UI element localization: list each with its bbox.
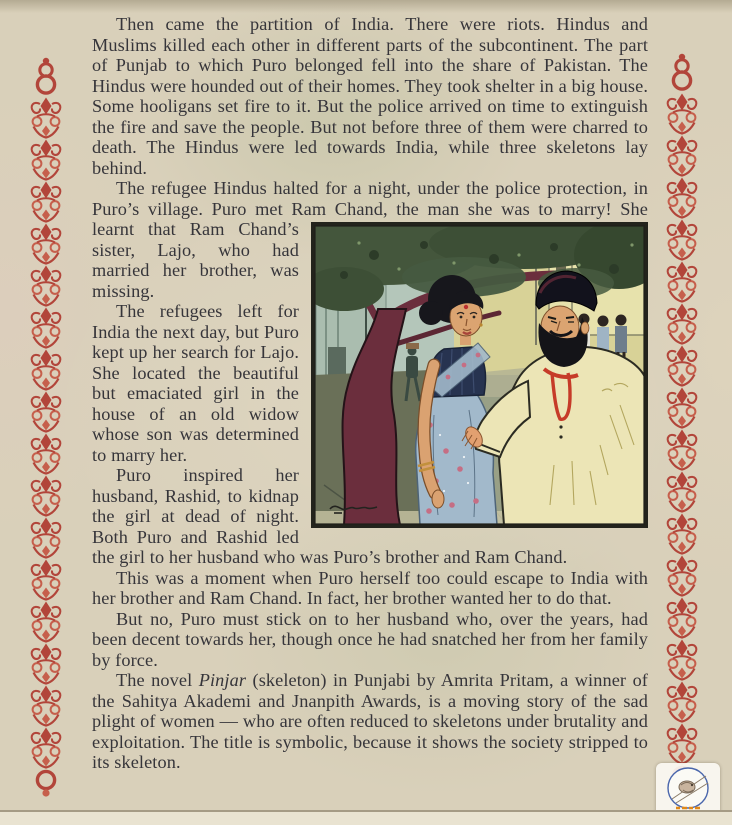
paragraph-partition xyxy=(92,14,648,178)
floral-ornament-icon xyxy=(28,56,64,798)
illustration-art xyxy=(314,225,645,525)
paragraph-novel xyxy=(92,670,648,773)
paragraph-text: But no, Puro must stick on to her husband who, over the years, had been decent towards her, though once he had snatched her from her family by force. xyxy=(92,608,648,670)
paragraph-text: (skeleton) in Punjabi by Amrita Pritam, a winner of the Sahitya Akademi and Jnanpith Awards, is a moving story of the sad plight of women — who are often reduced to skeletons under brutality and exploitation. The title is symbolic, because it shows the society stripped to its skeleton. xyxy=(92,670,648,772)
paragraph-text: This was a moment when Puro herself too could escape to India with her brother and Ram Chand. In fact, her brother wanted her to do that. xyxy=(92,567,648,608)
ornamental-border-right xyxy=(664,52,700,794)
article-text xyxy=(92,14,648,773)
paragraph-text: The refugee Hindus halted for a night, under the police protection, in Puro’s village. Puro met Ram Chand, the man she was to marry! She xyxy=(92,178,648,219)
paragraph-text: The novel xyxy=(116,670,199,690)
story-illustration xyxy=(311,222,648,528)
ornamental-border-left xyxy=(28,56,64,798)
paragraph-text: learnt that Ram Chand’s sister, Lajo, who had married her brother, was missing. xyxy=(92,219,299,301)
paragraph-text: The refugees left for India the next day, but Puro kept up her search for Lajo. She located the beautiful but emaciated girl in the house of an old widow whose son was determined to marry her. xyxy=(92,301,299,465)
paragraph-refugees xyxy=(92,178,648,301)
novel-title: Pinjar xyxy=(198,670,247,690)
paragraph-escape xyxy=(92,568,648,609)
paragraph-text: Then came the partition of India. There were riots. Hindus and Muslims killed each other in different parts of the subcontinent. The part of Punjab to which Puro belonged fell into the share of Pakistan. The Hindus were hounded out of their homes. They took shelter in a big house. Some hooligans set fire to it. But the police arrived on time to extinguish the fire and save the people. But not before three of them were charred to death. The Hindus were led towards India, while three skeletons lay behind. xyxy=(92,14,648,178)
floral-ornament-icon xyxy=(664,52,700,794)
page-bottom-edge xyxy=(0,810,732,825)
paragraph-stay xyxy=(92,609,648,671)
paragraph-text: Puro inspired her husband, Rashid, to kidnap the girl at dead of night. Both Puro and Rashid led the girl to her husband who was Puro’s brother and Ram Chand. xyxy=(92,465,568,567)
